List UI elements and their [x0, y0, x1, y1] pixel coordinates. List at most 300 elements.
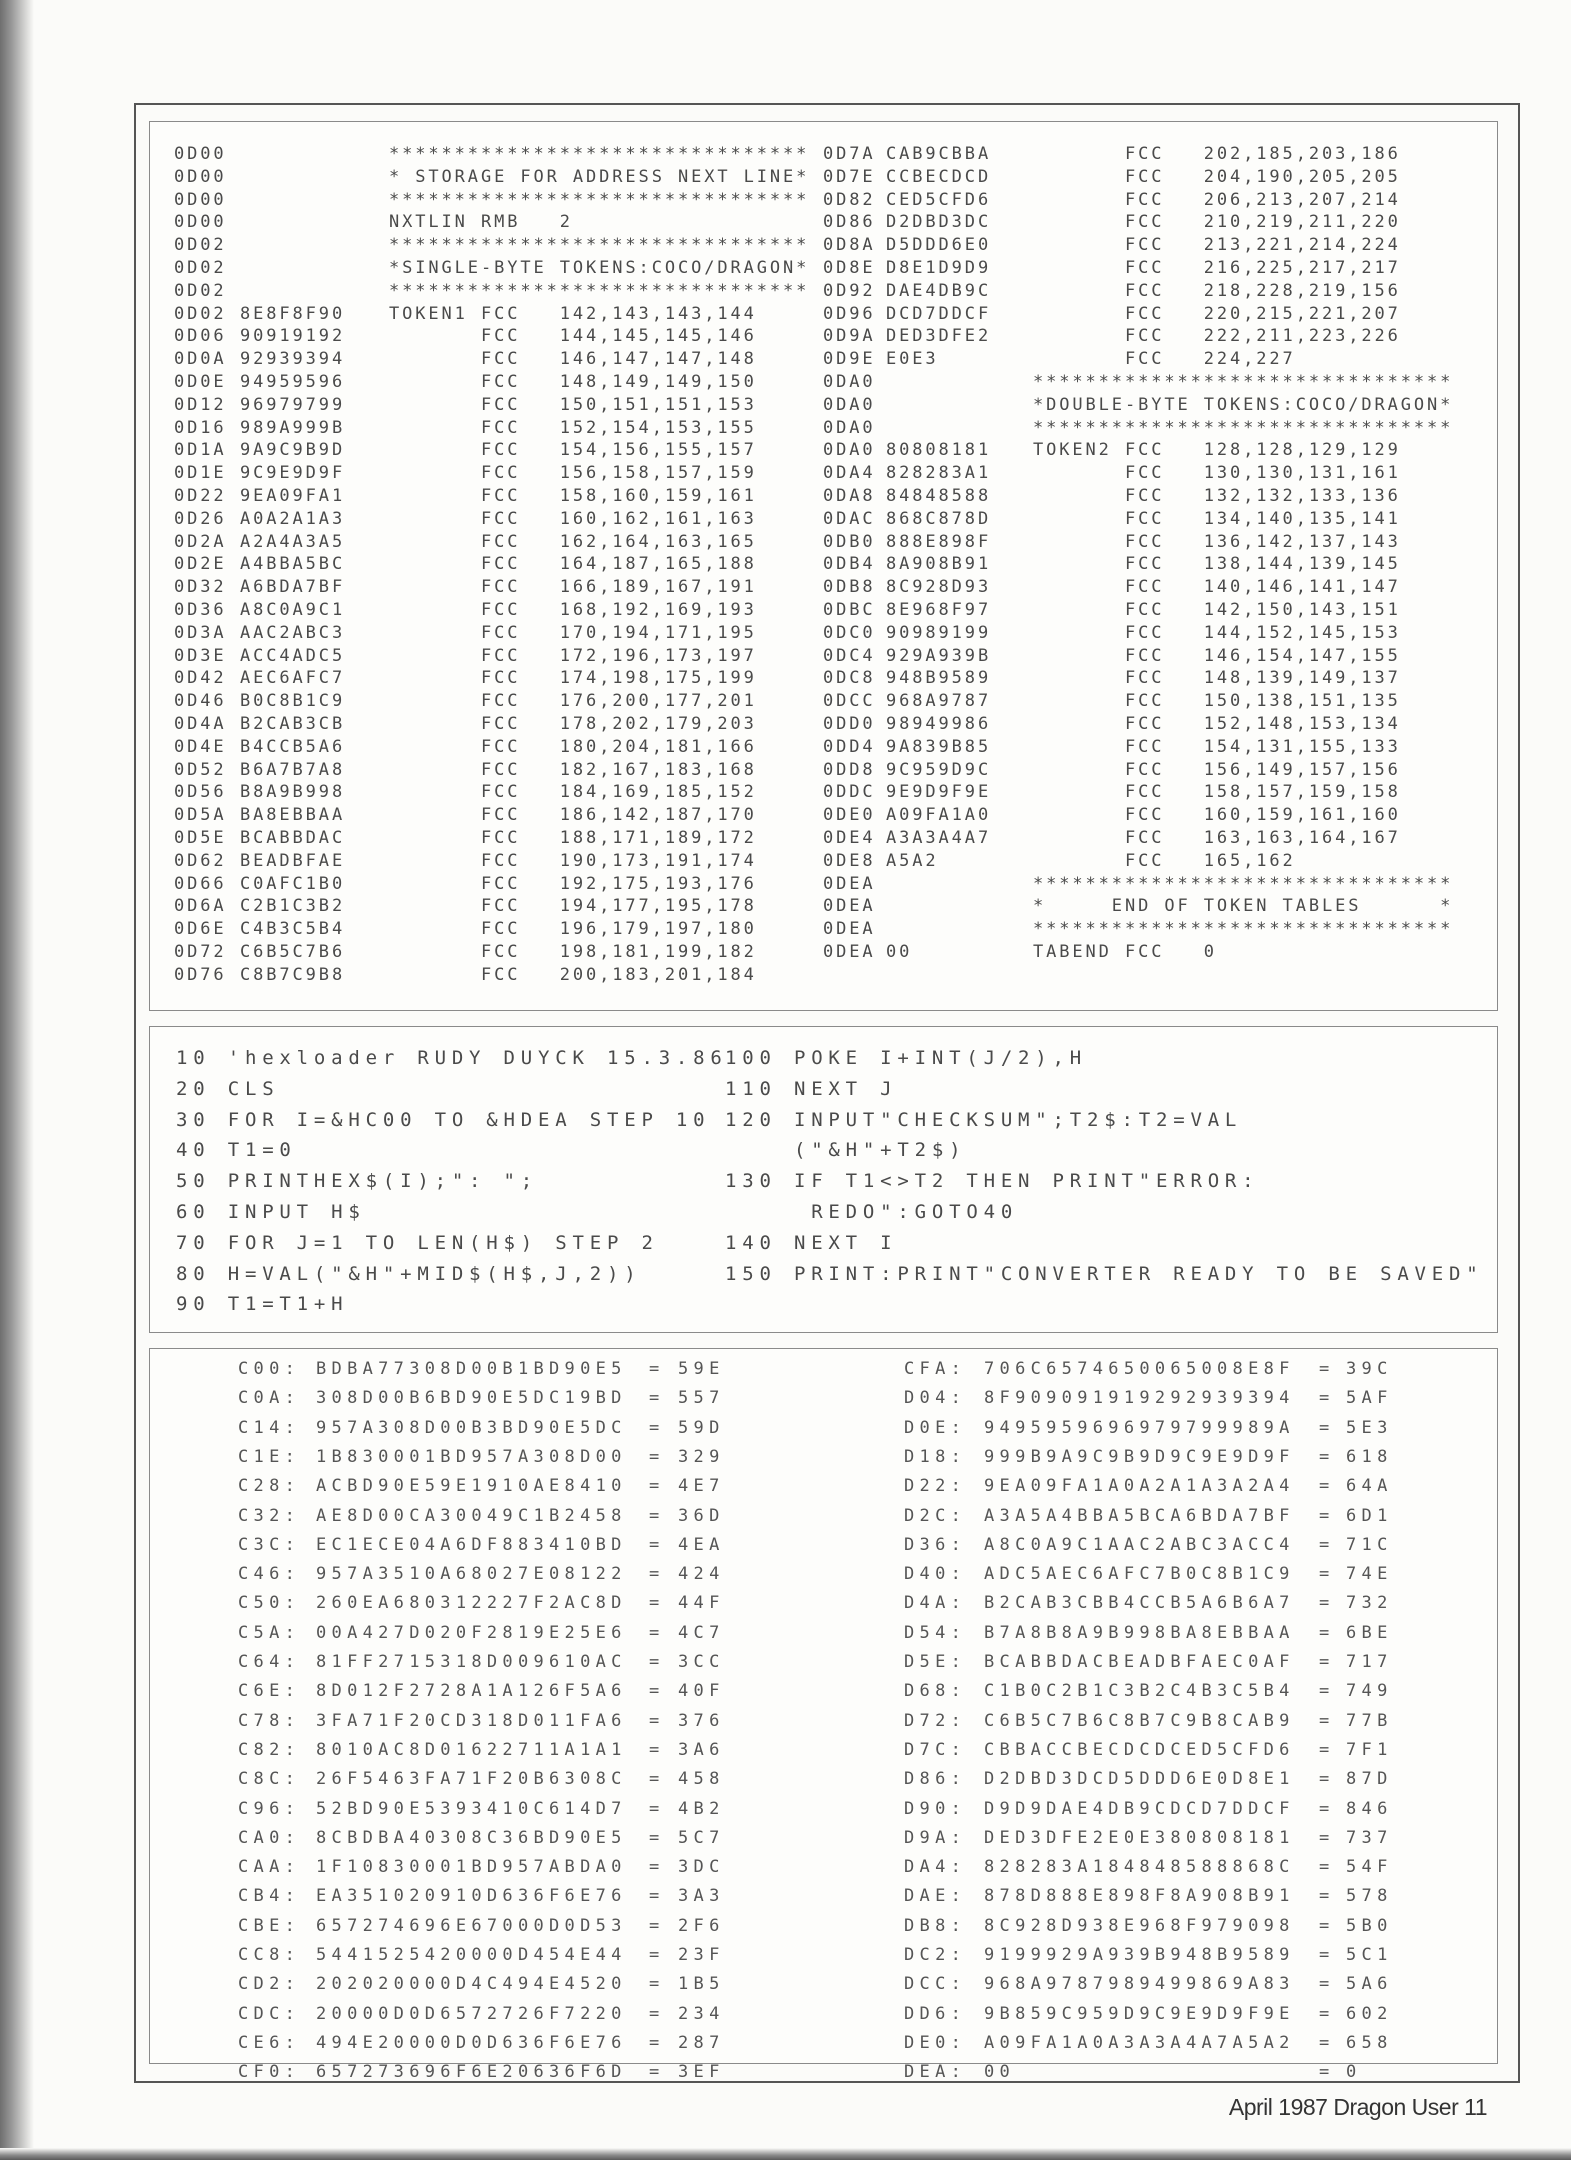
- listing-row: [150, 303, 1497, 326]
- source-line: FCC 150,138,151,135: [1033, 691, 1401, 712]
- basic-line: [150, 1259, 1497, 1290]
- object-code: B4CCB5A6: [240, 736, 346, 757]
- hex-data: ACBD90E59E1910AE8410: [316, 1476, 627, 1497]
- address: 0DA0: [823, 394, 876, 415]
- source-line: * END OF TOKEN TABLES *: [1033, 896, 1454, 917]
- hex-data: C6B5C7B6C8B7C9B8CAB9: [984, 1710, 1295, 1731]
- checksum: 40F: [678, 1681, 725, 1702]
- source-line: FCC 180,204,181,166: [389, 736, 757, 757]
- address: DEA:: [904, 2062, 967, 2083]
- address: CD2:: [238, 1974, 301, 1995]
- hex-dump-row: [150, 1765, 1497, 1794]
- equals-sign: =: [649, 1417, 665, 1438]
- checksum: 3CC: [678, 1652, 725, 1672]
- equals-sign: =: [649, 1857, 665, 1878]
- hex-dump-row: [150, 1414, 1497, 1443]
- object-code: 96979799: [240, 394, 346, 415]
- checksum: 5E3: [1346, 1417, 1393, 1438]
- object-code: 9A839B85: [886, 736, 992, 757]
- address: D18:: [904, 1446, 967, 1467]
- checksum: 618: [1346, 1446, 1393, 1467]
- checksum: 7F1: [1346, 1739, 1393, 1760]
- source-line: FCC 196,179,197,180: [389, 919, 757, 940]
- source-line: FCC 140,146,141,147: [1033, 577, 1401, 598]
- address: 0DB4: [823, 554, 876, 575]
- equals-sign: =: [1319, 1827, 1335, 1848]
- hex-dump-row: [150, 1502, 1497, 1531]
- equals-sign: =: [649, 1681, 665, 1702]
- equals-sign: =: [649, 1534, 665, 1555]
- equals-sign: =: [1319, 1857, 1335, 1878]
- object-code: E0E3: [886, 349, 939, 370]
- address: 0D46: [174, 691, 227, 712]
- address: 0D6E: [174, 919, 227, 940]
- hex-data: BDBA77308D00B1BD90E5: [316, 1359, 627, 1379]
- hex-data: B2CAB3CBB4CCB5A6B6A7: [984, 1593, 1295, 1614]
- hex-data: A3A5A4BBA5BCA6BDA7BF: [984, 1505, 1295, 1526]
- equals-sign: =: [1319, 1476, 1335, 1497]
- equals-sign: =: [1319, 1798, 1335, 1819]
- basic-code: REDO":GOTO40: [725, 1201, 1019, 1223]
- basic-line: [150, 1135, 1497, 1166]
- source-line: FCC 160,162,161,163: [389, 508, 757, 529]
- hex-dump-row: [150, 2029, 1497, 2058]
- source-line: FCC 176,200,177,201: [389, 691, 757, 712]
- checksum: 5C1: [1346, 1945, 1393, 1965]
- source-line: FCC 224,227: [1033, 349, 1296, 370]
- checksum: 3DC: [678, 1857, 725, 1878]
- checksum: 39C: [1346, 1359, 1393, 1379]
- address: 0D3A: [174, 622, 227, 643]
- address: D54:: [904, 1622, 967, 1643]
- source-line: FCC 178,202,179,203: [389, 714, 757, 734]
- address: 0D96: [823, 303, 876, 324]
- source-line: FCC 156,158,157,159: [389, 463, 757, 484]
- checksum: 458: [678, 1769, 725, 1790]
- equals-sign: =: [1319, 1945, 1335, 1965]
- address: CBE:: [238, 1915, 301, 1936]
- address: DA4:: [904, 1857, 967, 1878]
- address: 0D36: [174, 600, 227, 620]
- listing-row: [150, 371, 1497, 394]
- equals-sign: =: [1319, 2003, 1335, 2024]
- hex-data: 202020000D4C494E4520: [316, 1974, 627, 1995]
- source-line: TOKEN2 FCC 128,128,129,129: [1033, 440, 1401, 461]
- object-code: A3A3A4A7: [886, 828, 992, 848]
- hex-dump-row: [150, 1472, 1497, 1501]
- page-footer: April 1987 Dragon User 11: [1228, 2094, 1487, 2120]
- address: C78:: [238, 1710, 301, 1731]
- address: D86:: [904, 1769, 967, 1790]
- listing-row: [150, 873, 1497, 896]
- source-line: FCC 166,189,167,191: [389, 577, 757, 598]
- address: 0D00: [174, 166, 227, 187]
- address: DE0:: [904, 2032, 967, 2053]
- source-line: FCC 174,198,175,199: [389, 668, 757, 689]
- address: DC2:: [904, 1945, 967, 1965]
- address: 0D72: [174, 942, 227, 962]
- basic-code: ("&H"+T2$): [725, 1139, 967, 1162]
- hex-dump-row: [150, 1736, 1497, 1765]
- source-line: FCC 146,147,147,148: [389, 349, 757, 370]
- hex-data: 8D012F2728A1A126F5A6: [316, 1681, 627, 1702]
- object-code: 828283A1: [886, 463, 992, 484]
- source-line: FCC 200,183,201,184: [389, 964, 757, 985]
- checksum: 234: [678, 2003, 725, 2024]
- listing-row: [150, 759, 1497, 782]
- address: 0DA8: [823, 486, 876, 506]
- listing-row: [150, 941, 1497, 964]
- object-code: B2CAB3CB: [240, 714, 346, 734]
- assembler-listing-panel: [149, 121, 1498, 1011]
- hex-data: 657274696E67000D0D53: [316, 1915, 627, 1936]
- listing-row: [150, 394, 1497, 417]
- object-code: 888E898F: [886, 531, 992, 552]
- address: 0DD0: [823, 714, 876, 734]
- address: 0D86: [823, 212, 876, 233]
- address: 0DA4: [823, 463, 876, 484]
- address: 0D8A: [823, 235, 876, 256]
- object-code: 8C928D93: [886, 577, 992, 598]
- hex-data: 20000D0D6572726F7220: [316, 2003, 627, 2024]
- source-line: FCC 198,181,199,182: [389, 942, 757, 962]
- object-code: D8E1D9D9: [886, 258, 992, 278]
- hex-dump-row: [150, 1384, 1497, 1413]
- address: 0D26: [174, 508, 227, 529]
- object-code: 929A939B: [886, 645, 992, 666]
- address: 0D02: [174, 280, 227, 301]
- address: 0D8E: [823, 258, 876, 278]
- equals-sign: =: [649, 1388, 665, 1409]
- source-line: ********************************: [389, 280, 810, 301]
- hex-dump-row: [150, 2058, 1497, 2087]
- hex-dump-row: [150, 1619, 1497, 1648]
- hex-data: 9EA09FA1A0A2A1A3A2A4: [984, 1476, 1295, 1497]
- equals-sign: =: [649, 1446, 665, 1467]
- basic-loader-panel: [149, 1026, 1498, 1333]
- checksum: 4B2: [678, 1798, 725, 1819]
- address: 0DA0: [823, 417, 876, 438]
- source-line: FCC 165,162: [1033, 850, 1296, 871]
- equals-sign: =: [1319, 1593, 1335, 1614]
- address: 0D82: [823, 189, 876, 210]
- equals-sign: =: [649, 1359, 665, 1379]
- object-code: ACC4ADC5: [240, 645, 346, 666]
- object-code: A5A2: [886, 850, 939, 871]
- hex-data: 999B9A9C9B9D9C9E9D9F: [984, 1446, 1295, 1467]
- hex-data: 494E20000D0D636F6E76: [316, 2032, 627, 2053]
- checksum: 23F: [678, 1945, 725, 1965]
- address: CF0:: [238, 2062, 301, 2083]
- source-line: FCC 154,156,155,157: [389, 440, 757, 461]
- checksum: 329: [678, 1446, 725, 1467]
- listing-row: [150, 325, 1497, 348]
- listing-row: [150, 462, 1497, 485]
- object-code: 90919192: [240, 326, 346, 347]
- address: 0DE4: [823, 828, 876, 848]
- hex-data: 9B859C959D9C9E9D9F9E: [984, 2003, 1295, 2024]
- source-line: NXTLIN RMB 2: [389, 212, 573, 233]
- source-line: FCC 160,159,161,160: [1033, 805, 1401, 826]
- address: D04:: [904, 1388, 967, 1409]
- basic-line: [150, 1074, 1497, 1105]
- hex-data: EC1ECE04A6DF883410BD: [316, 1534, 627, 1555]
- equals-sign: =: [1319, 1974, 1335, 1995]
- checksum: 44F: [678, 1593, 725, 1614]
- address: 0D02: [174, 258, 227, 278]
- hex-data: A09FA1A0A3A3A4A7A5A2: [984, 2032, 1295, 2053]
- equals-sign: =: [1319, 1681, 1335, 1702]
- hex-data: 52BD90E5393410C614D7: [316, 1798, 627, 1819]
- listing-row: [150, 234, 1497, 257]
- checksum: 424: [678, 1564, 725, 1585]
- hex-data: C1B0C2B1C3B2C4B3C5B4: [984, 1681, 1295, 1702]
- source-line: FCC 150,151,151,153: [389, 394, 757, 415]
- basic-code: 120 INPUT"CHECKSUM";T2$:T2=VAL: [725, 1108, 1243, 1131]
- hex-data: BCABBDACBEADBFAEC0AF: [984, 1652, 1295, 1672]
- equals-sign: =: [649, 2032, 665, 2053]
- hex-dump-row: [150, 1824, 1497, 1853]
- hex-data: AE8D00CA30049C1B2458: [316, 1505, 627, 1526]
- hex-dump-row: [150, 1560, 1497, 1589]
- source-line: ********************************: [1033, 372, 1454, 392]
- address: 0D32: [174, 577, 227, 598]
- address: 0D5A: [174, 805, 227, 826]
- hex-data: 8C928D938E968F979098: [984, 1915, 1295, 1936]
- address: 0D76: [174, 964, 227, 985]
- checksum: 717: [1346, 1652, 1393, 1672]
- address: 0D2E: [174, 554, 227, 575]
- source-line: FCC 170,194,171,195: [389, 622, 757, 643]
- object-code: C4B3C5B4: [240, 919, 346, 940]
- hex-dump-row: [150, 1882, 1497, 1911]
- basic-code: 30 FOR I=&HC00 TO &HDEA STEP 10: [176, 1108, 711, 1131]
- equals-sign: =: [649, 1564, 665, 1585]
- hex-dump-row: [150, 1970, 1497, 1999]
- source-line: FCC 144,152,145,153: [1033, 622, 1401, 643]
- source-line: *SINGLE-BYTE TOKENS:COCO/DRAGON*: [389, 258, 810, 278]
- basic-code: 130 IF T1<>T2 THEN PRINT"ERROR:: [725, 1170, 1260, 1193]
- source-line: FCC 222,211,223,226: [1033, 326, 1401, 347]
- basic-code: 60 INPUT H$: [176, 1201, 366, 1223]
- object-code: AAC2ABC3: [240, 622, 346, 643]
- equals-sign: =: [649, 2003, 665, 2024]
- address: 0DBC: [823, 600, 876, 620]
- object-code: BA8EBBAA: [240, 805, 346, 826]
- basic-code: 40 T1=0: [176, 1139, 297, 1162]
- hex-dump-panel: [149, 1348, 1498, 2083]
- address: 0D42: [174, 668, 227, 689]
- source-line: FCC 138,144,139,145: [1033, 554, 1401, 575]
- source-line: FCC 188,171,189,172: [389, 828, 757, 848]
- hex-data: 8010AC8D01622711A1A1: [316, 1739, 627, 1760]
- checksum: 36D: [678, 1505, 725, 1526]
- basic-line: [150, 1228, 1497, 1259]
- address: C46:: [238, 1564, 301, 1585]
- checksum: 578: [1346, 1886, 1393, 1907]
- checksum: 1B5: [678, 1974, 725, 1995]
- address: 0D00: [174, 212, 227, 233]
- source-line: FCC 186,142,187,170: [389, 805, 757, 826]
- address: C50:: [238, 1593, 301, 1614]
- address: 0DD8: [823, 759, 876, 780]
- address: C5A:: [238, 1622, 301, 1643]
- listing-row: [150, 804, 1497, 827]
- basic-line: [150, 1166, 1497, 1197]
- address: CFA:: [904, 1359, 967, 1379]
- listing-row: [150, 211, 1497, 234]
- basic-code: 150 PRINT:PRINT"CONVERTER READY TO BE SAVED": [725, 1262, 1484, 1285]
- object-code: 00: [886, 942, 913, 962]
- address: D0E:: [904, 1417, 967, 1438]
- hex-dump-row: [150, 1795, 1497, 1824]
- equals-sign: =: [1319, 1915, 1335, 1936]
- address: CC8:: [238, 1945, 301, 1965]
- hex-data: 81FF2715318D009610AC: [316, 1652, 627, 1672]
- equals-sign: =: [1319, 1388, 1335, 1409]
- equals-sign: =: [649, 1593, 665, 1614]
- checksum: 6BE: [1346, 1622, 1393, 1643]
- source-line: FCC 158,157,159,158: [1033, 782, 1401, 803]
- object-code: DAE4DB9C: [886, 280, 992, 301]
- address: 0DE0: [823, 805, 876, 826]
- checksum: 3EF: [678, 2062, 725, 2083]
- hex-data: 968A9787989499869A83: [984, 1974, 1295, 1995]
- address: 0D0E: [174, 372, 227, 392]
- equals-sign: =: [1319, 1417, 1335, 1438]
- hex-dump-row: [150, 1589, 1497, 1618]
- source-line: FCC 168,192,169,193: [389, 600, 757, 620]
- address: 0D0A: [174, 349, 227, 370]
- object-code: C6B5C7B6: [240, 942, 346, 962]
- listing-row: [150, 713, 1497, 736]
- checksum: 376: [678, 1710, 725, 1731]
- object-code: 90989199: [886, 622, 992, 643]
- hex-dump-row: [150, 1707, 1497, 1736]
- source-line: ********************************: [1033, 417, 1454, 438]
- source-line: ********************************: [1033, 873, 1454, 894]
- checksum: 4E7: [678, 1476, 725, 1497]
- source-line: FCC 156,149,157,156: [1033, 759, 1401, 780]
- source-line: FCC 184,169,185,152: [389, 782, 757, 803]
- checksum: 3A3: [678, 1886, 725, 1907]
- equals-sign: =: [1319, 1886, 1335, 1907]
- hex-data: CBBACCBECDCDCED5CFD6: [984, 1739, 1295, 1760]
- source-line: FCC 164,187,165,188: [389, 554, 757, 575]
- address: CA0:: [238, 1827, 301, 1848]
- listing-row: [150, 576, 1497, 599]
- listing-row: [150, 439, 1497, 462]
- address: 0D5E: [174, 828, 227, 848]
- address: 0DEA: [823, 942, 876, 962]
- hex-data: 3FA71F20CD318D011FA6: [316, 1710, 627, 1731]
- source-line: TOKEN1 FCC 142,143,143,144: [389, 303, 757, 324]
- hex-dump-row: [150, 1941, 1497, 1970]
- address: D2C:: [904, 1505, 967, 1526]
- equals-sign: =: [649, 1945, 665, 1965]
- equals-sign: =: [1319, 2032, 1335, 2053]
- address: C32:: [238, 1505, 301, 1526]
- hex-data: 26F5463FA71F20B6308C: [316, 1769, 627, 1790]
- address: 0D66: [174, 873, 227, 894]
- checksum: 59E: [678, 1359, 725, 1379]
- source-line: FCC 148,139,149,137: [1033, 668, 1401, 689]
- hex-data: 957A308D00B3BD90E5DC: [316, 1417, 627, 1438]
- checksum: 737: [1346, 1827, 1393, 1848]
- hex-data: D2DBD3DCD5DDD6E0D8E1: [984, 1769, 1295, 1790]
- listing-row: [150, 918, 1497, 941]
- address: 0D00: [174, 189, 227, 210]
- source-line: FCC 220,215,221,207: [1033, 303, 1401, 324]
- address: D22:: [904, 1476, 967, 1497]
- source-line: FCC 190,173,191,174: [389, 850, 757, 871]
- address: 0DC4: [823, 645, 876, 666]
- object-code: A6BDA7BF: [240, 577, 346, 598]
- listing-row: [150, 485, 1497, 508]
- listing-row: [150, 645, 1497, 668]
- address: D4A:: [904, 1593, 967, 1614]
- hex-dump-row: [150, 1912, 1497, 1941]
- checksum: 287: [678, 2032, 725, 2053]
- address: 0D1A: [174, 440, 227, 461]
- source-line: TABEND FCC 0: [1033, 942, 1217, 962]
- address: C0A:: [238, 1388, 301, 1409]
- address: D40:: [904, 1564, 967, 1585]
- hex-dump-row: [150, 1443, 1497, 1472]
- hex-data: DED3DFE2E0E380808181: [984, 1827, 1295, 1848]
- basic-code: 80 H=VAL("&H"+MID$(H$,J,2)): [176, 1262, 642, 1285]
- checksum: 6D1: [1346, 1505, 1393, 1526]
- checksum: 5A6: [1346, 1974, 1393, 1995]
- equals-sign: =: [1319, 1622, 1335, 1643]
- source-line: FCC 142,150,143,151: [1033, 600, 1401, 620]
- address: 0D6A: [174, 896, 227, 917]
- address: 0DC8: [823, 668, 876, 689]
- hex-dump-row: [150, 1677, 1497, 1706]
- address: 0DCC: [823, 691, 876, 712]
- hex-data: 8F909091919292939394: [984, 1388, 1295, 1409]
- address: 0D3E: [174, 645, 227, 666]
- hex-data: 5441525420000D454E44: [316, 1945, 627, 1965]
- listing-row: [150, 143, 1497, 166]
- equals-sign: =: [1319, 1534, 1335, 1555]
- address: 0D9A: [823, 326, 876, 347]
- object-code: 9A9C9B9D: [240, 440, 346, 461]
- equals-sign: =: [649, 1505, 665, 1526]
- equals-sign: =: [649, 1710, 665, 1731]
- address: 0D92: [823, 280, 876, 301]
- address: 0DA0: [823, 372, 876, 392]
- basic-code: 90 T1=T1+H: [176, 1293, 349, 1316]
- equals-sign: =: [1319, 2062, 1335, 2083]
- address: 0D9E: [823, 349, 876, 370]
- address: C14:: [238, 1417, 301, 1438]
- checksum: 658: [1346, 2032, 1393, 2053]
- basic-line: [150, 1043, 1497, 1074]
- address: CE6:: [238, 2032, 301, 2053]
- source-line: FCC 206,213,207,214: [1033, 189, 1401, 210]
- equals-sign: =: [649, 1652, 665, 1672]
- address: C8C:: [238, 1769, 301, 1790]
- source-line: FCC 204,190,205,205: [1033, 166, 1401, 187]
- basic-code: 20 CLS: [176, 1077, 280, 1100]
- object-code: 94959596: [240, 372, 346, 392]
- address: 0D16: [174, 417, 227, 438]
- address: 0D02: [174, 303, 227, 324]
- source-line: *DOUBLE-BYTE TOKENS:COCO/DRAGON*: [1033, 394, 1454, 415]
- basic-code: 100 POKE I+INT(J/2),H: [725, 1047, 1088, 1069]
- hex-data: 260EA680312227F2AC8D: [316, 1593, 627, 1614]
